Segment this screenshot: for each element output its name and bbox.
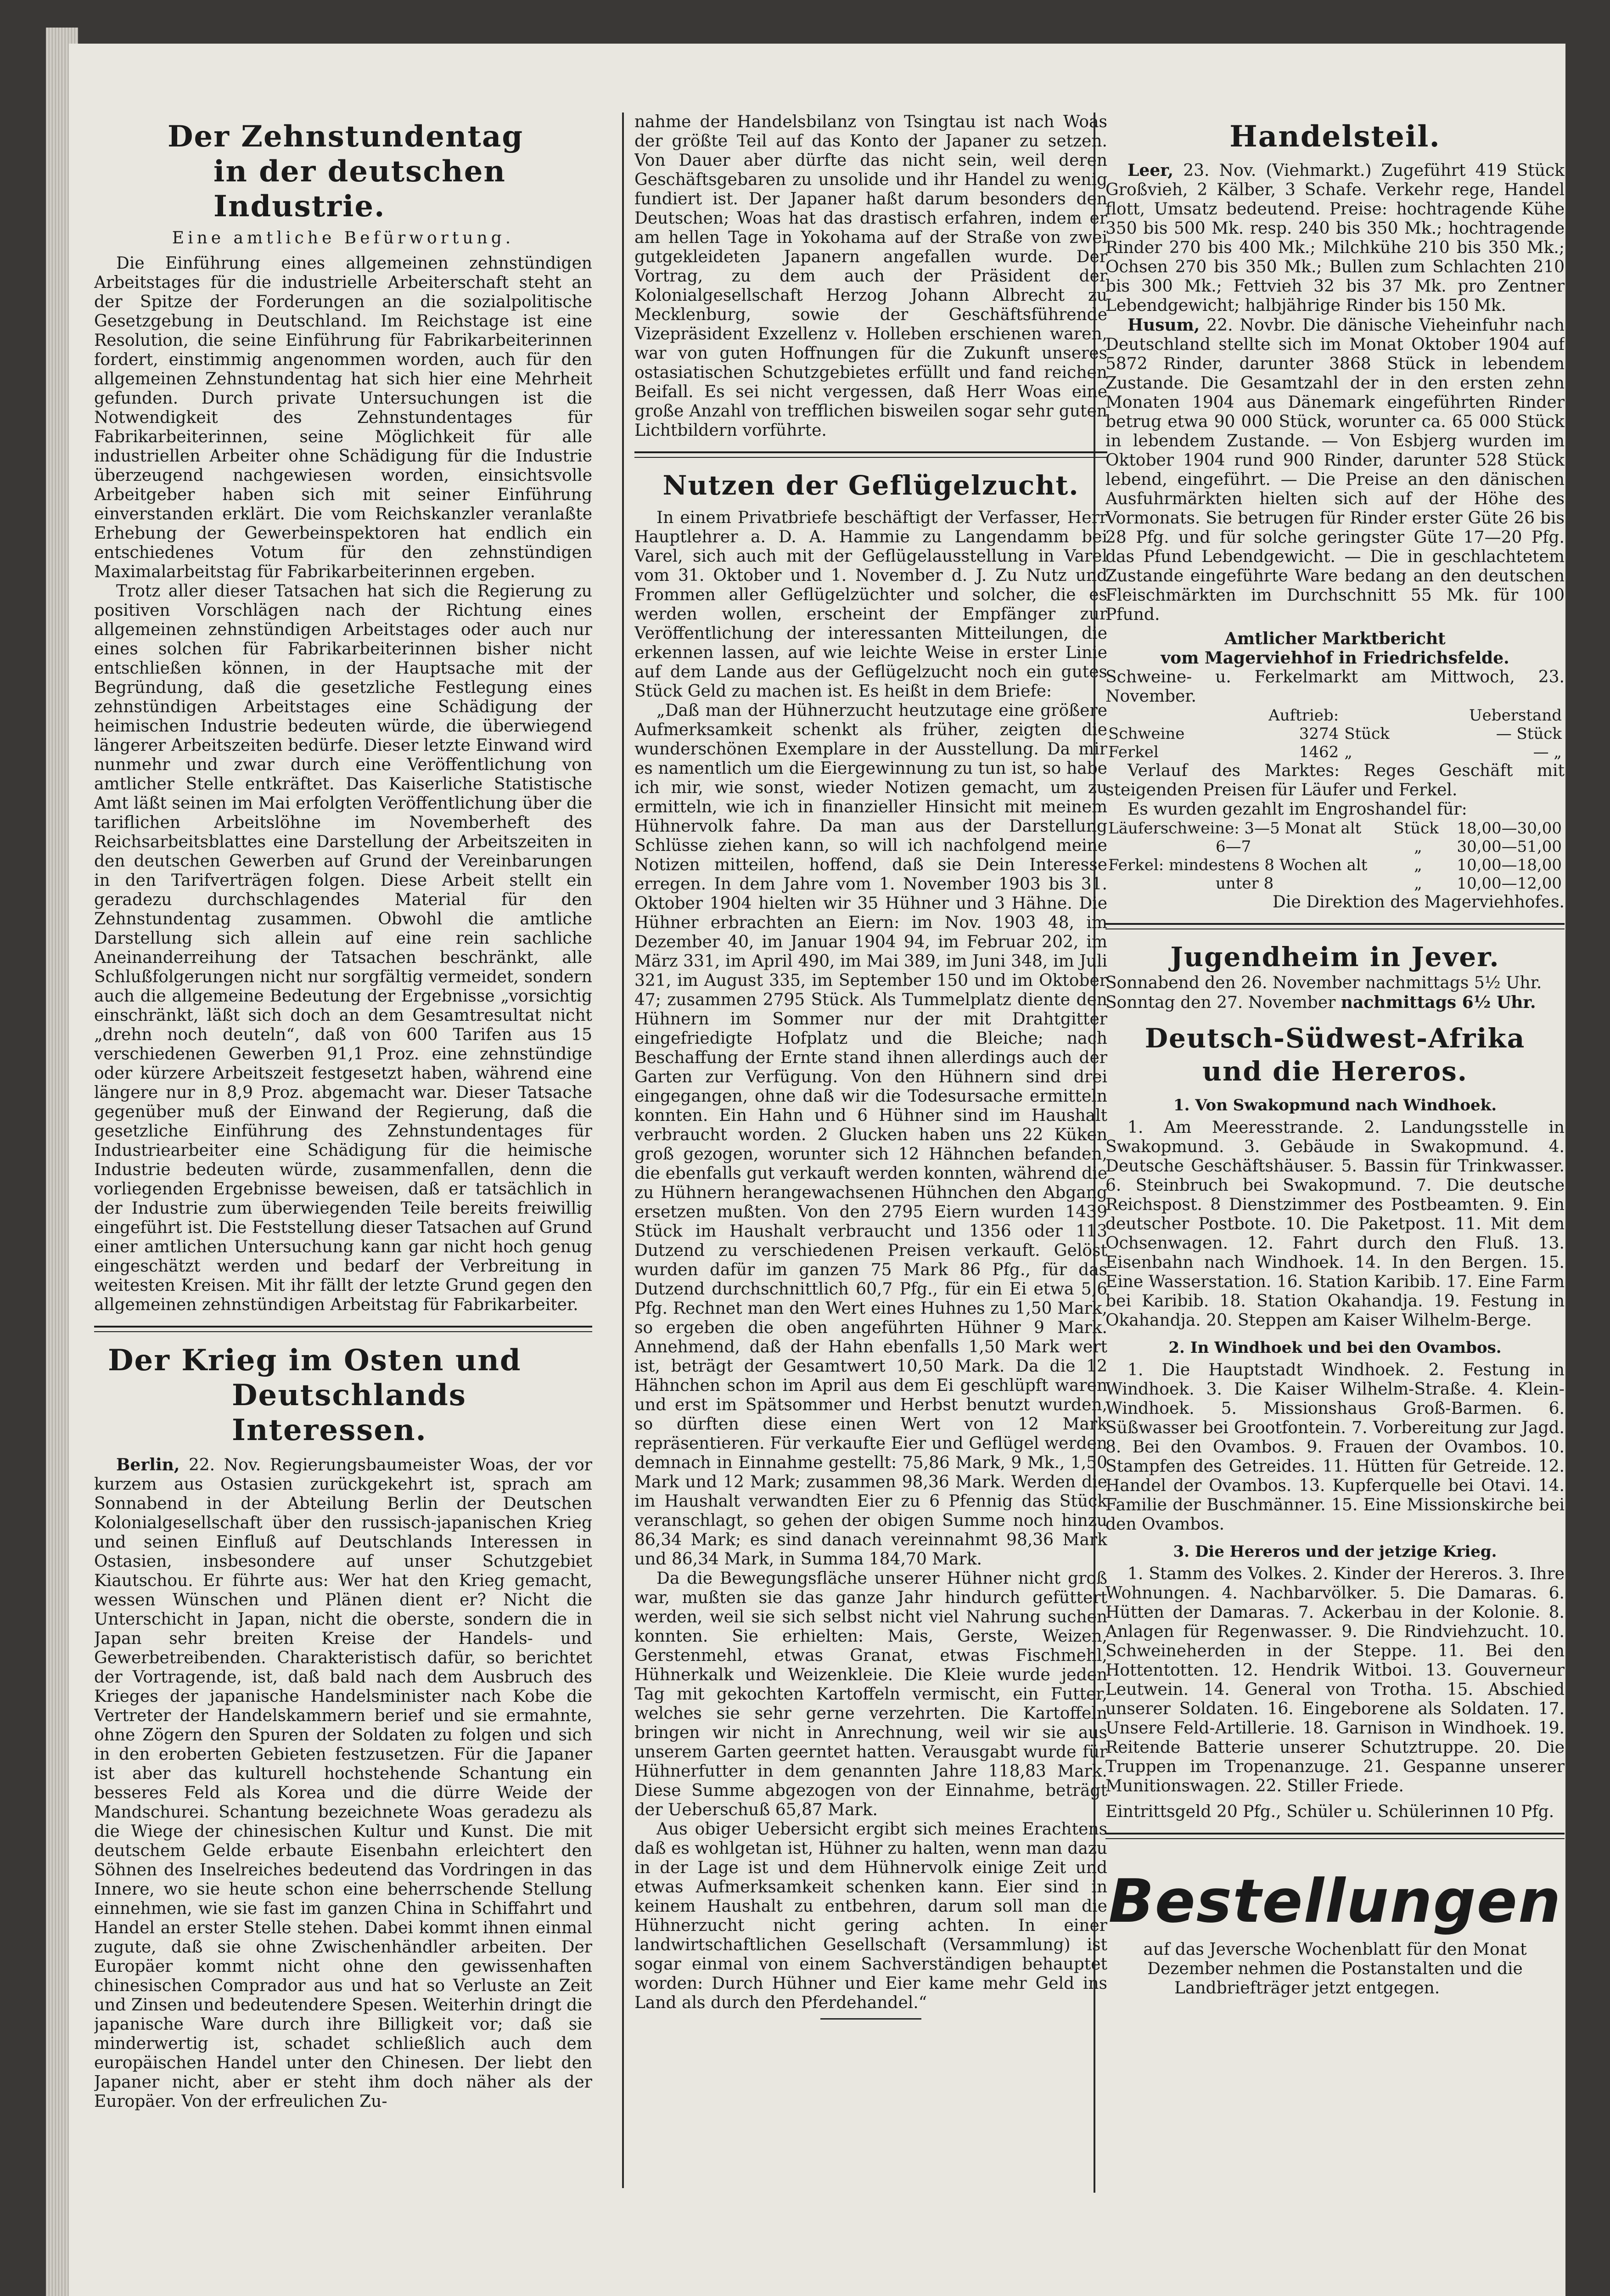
table-cell: Schweine — [1108, 725, 1185, 743]
notice-title: Jugendheim in Jever. — [1170, 941, 1500, 973]
table-cell: Stück — [1393, 819, 1439, 838]
subscription-text: auf das Jeversche Wochenblatt für den Monat — [1143, 1940, 1527, 1959]
table-cell: „ — [1414, 874, 1422, 893]
lecture-section-text: 1. Stamm des Volkes. 2. Kinder der Hereros. 3. Ihre Wohnungen. 4. Nachbarvölker. 5. Die Damaras. 6. Hütten der Damaras. 7. Ackerbau in der Kolonie. 8. Anlagen für Regenwasser. 9. Die Rindviehzucht. 10. Schweineherden in der Steppe. 11. Bei den Hottentotten. 12. Hendrik Witboi. 13. Gouverneur Leutwein. 14. General von Trotha. 15. Abschied unserer Soldaten. 16. Eingeborene als Soldaten. 17. Unsere Feld-Artillerie. 18. Garnison in Windhoek. 19. Reitende Batterie unserer Schutztruppe. 20. Die Truppen im Tropenanzuge. 21. Gespanne unserer Munitionswagen. 22. Stiller Friede. — [1105, 1564, 1565, 1795]
end-rule — [820, 2018, 921, 2020]
article-title-line-2: in der deutschen Industrie. — [213, 154, 506, 224]
table-cell: „ — [1414, 838, 1422, 856]
table-cell: „ — [1414, 856, 1422, 874]
lecture-section-heading: 3. Die Hereros und der jetzige Krieg. — [1173, 1542, 1497, 1561]
notice-text-bold: nachmittags 6½ Uhr. — [1341, 993, 1536, 1012]
lecture-section-heading: 2. In Windhoek und bei den Ovambos. — [1168, 1339, 1502, 1357]
section-divider — [1105, 1833, 1565, 1839]
table-cell: Ueberstand — [1469, 706, 1562, 725]
article-title-line-1: Der Krieg im Osten und — [108, 1343, 522, 1378]
section-divider — [94, 1326, 592, 1332]
column-3 — [1105, 119, 1565, 2232]
dateline: Leer, — [1128, 161, 1174, 180]
article-paragraph: nahme der Handelsbilanz von Tsingtau ist nach Woas der größte Teil auf das Konto der Japaner zu setzen. Von Dauer aber dürfte das nicht sein, weil deren Geschäftsgebaren zu unsolide und ihr Handel zu wenig fundiert ist. Der Japaner haßt darum besonders den Deutschen; Woas hat das drastisch erfahren, indem er am hellen Tage in Yokohama auf der Straße von zwei gutgekleideten Japanern angefallen wurde. Der Vortrag, zu dem auch der Präsident der Kolonialgesellschaft Herzog Johann Albrecht zu Mecklenburg, sowie der Geschäftsführende Vizepräsident Exzellenz v. Holleben erschienen waren, war von guten Hoffnungen für die Zukunft unseres ostasiatischen Schutzgebietes erfüllt und fand reichen Beifall. Es sei nicht vergessen, daß Herr Woas eine große Anzahl von trefflichen bisweilen sogar sehr guten Lichtbildern vorführte. — [634, 113, 1107, 440]
market-text: Verlauf des Marktes: Reges Geschäft mit steigenden Preisen für Läufer und Ferkel. — [1105, 761, 1565, 799]
section-divider — [1105, 923, 1565, 929]
section-title: Handelsteil. — [1229, 119, 1441, 154]
table-cell: Läuferschweine: 3—5 Monat alt — [1108, 819, 1362, 838]
article-paragraph: Die Einführung eines allgemeinen zehnstündigen Arbeitstages für die industrielle Arbeiterschaft steht an der Spitze der Forderungen an die sozialpolitische Gesetzgebung in Deutschland. Im Reichstage ist eine Resolution, die seine Einführung für Fabrikarbeiterinnen fordert, einstimmig angenommen worden, auch für den allgemeinen Zehnstundentag hat sich hier eine Mehrheit gefunden. Durch private Untersuchungen ist die Notwendigkeit des Zehnstundentages für Fabrikarbeiterinnen, seine Möglichkeit für alle industriellen Arbeiter ohne Schädigung für die Industrie überzeugend nachgewiesen worden, einsichtsvolle Arbeitgeber haben sich mit seiner Einführung einverstanden erklärt. Die vom Reichskanzler veranlaßte Erhebung der Gewerbeinspektoren hat endlich ein entschiedenes Votum für den zehnstündigen Maximalarbeitstag für Fabrikarbeiterinnen ergeben. — [94, 254, 592, 581]
table-cell: — Stück — [1496, 725, 1562, 743]
column-2 — [634, 113, 1107, 2225]
article-paragraph: Aus obiger Uebersicht ergibt sich meines Erachtens daß es wohlgetan ist, Hühner zu halten, wenn man dazu in der Lage ist und dem Hühnervolk einige Zeit und etwas Aufmerksamkeit schenken kann. Eier sind in keinem Haushalt zu entbehren, darum soll man die Hühnerzucht nicht gering achten. In einer landwirtschaftlichen Gesellschaft (Versammlung) ist sogar einmal von einem Sachverständigen behauptet worden: Durch Hühner und Eier kame mehr Geld ins Land als durch den Pferdehandel.“ — [634, 1820, 1107, 2012]
table-cell: Ferkel: mindestens 8 Wochen alt — [1108, 856, 1368, 874]
article-paragraph: 22. Nov. Regierungsbaumeister Woas, der vor kurzem aus Ostasien zurückgekehrt ist, sprach am Sonnabend in der Abteilung Berlin der Deutschen Kolonialgesellschaft über den russisch-japanischen Krieg und seinen Einfluß auf Deutschlands Interessen in Ostasien, insbesondere auf unser Schutzgebiet Kiautschou. Er führte aus: Wer hat den Krieg gemacht, wessen Wünschen und Plänen dient er? Nicht die Unterschicht in Japan, nicht die oberste, sondern die in Japan sehr breiten Kreise der Handels- und Gewerbetreibenden. Charakteristisch dafür, so berichtet der Vortragende, ist, daß bald nach dem Ausbruch des Krieges der japanische Handelsminister nach Kobe die Vertreter der Handelskammern berief und sie ermahnte, ohne Zögern den Spuren der Soldaten zu folgen und sich in den eroberten Gebieten festzusetzen. Für die Japaner ist aber das kulturell hochstehende Schantung ein besseres Feld als Korea und die dürre Weide der Mandschurei. Schantung bezeichnete Woas geradezu als die Wiege der chinesischen Kultur und Kunst. Die mit deutschem Gelde erbaute Eisenbahn erleichtert den Söhnen des Inselreiches bedeutend das Vordringen in das Innere, wo sie heute schon eine beherrschende Stellung einnehmen, wie sie fast im ganzen China in Schiffahrt und Handel an erster Stelle stehen. Dabei kommt ihnen einmal zugute, daß sie ohne Zwischenhändler arbeiten. Der Europäer kommt nicht ohne den gewissenhaften chinesischen Comprador aus und hat so Verluste an Zeit und Zinsen und bedeutendere Spesen. Weiterhin dringt die japanische Ware durch ihre Billigkeit vor; daß sie minderwertig ist, schadet schließlich auch dem europäischen Handel unter den Chinesen. Der liebt den Japaner nicht, aber er steht ihm doch näher als der Europäer. Von der erfreulichen Zu- — [94, 1456, 592, 2111]
market-report: 22. Novbr. Die dänische Vieheinfuhr nach Deutschland stellte sich im Monat Oktober 1904 auf 5872 Rinder, darunter 3868 Stück in lebendem Zustande. Die Gesamtzahl der in den ersten zehn Monaten 1904 aus Dänemark eingeführten Rinder betrug etwa 90 000 Stück, worunter ca. 65 000 Stück in lebendem Zustande. — Von Esbjerg wurden im Oktober 1904 rund 900 Rinder, darunter 528 Stück lebend, eingeführt. — Die Preise an den dänischen Ausfuhrmärkten hielten sich auf der Höhe des Vormonats. Sie betrugen für Rinder erster Güte 26 bis 28 Pfg. und für solche geringster Güte 17—20 Pfg. das Pfund Lebendgewicht. — Die in geschlachtetem Zustande eingeführte Ware bedang an den deutschen Fleischmärkten im Durchschnitt 55 Mk. für 100 Pfund. — [1105, 316, 1565, 624]
market-heading: Amtlicher Marktbericht — [1224, 629, 1446, 648]
newspaper-page — [69, 44, 1565, 2296]
table-cell: Auftrieb: — [1268, 706, 1339, 725]
article-paragraph: In einem Privatbriefe beschäftigt der Verfasser, Herr Hauptlehrer a. D. A. Hammie zu Langendamm bei Varel, sich auch mit der Geflügelausstellung in Varel vom 31. Oktober und 1. November d. J. Zu Nutz und Frommen aller Geflügelzüchter und solcher, die es werden wollen, erscheint der Empfänger zur Veröffentlichung der interessanten Mitteilungen, die erkennen lassen, auf wie leichte Weise in erster Linie auf dem Lande aus der Geflügelzucht noch ein gutes Stück Geld zu machen ist. Es heißt in dem Briefe: — [634, 508, 1107, 701]
lecture-section-heading: 1. Von Swakopmund nach Windhoek. — [1173, 1096, 1497, 1114]
subscription-headline: Bestellungen — [1108, 1866, 1562, 1936]
table-cell: Ferkel — [1108, 743, 1159, 761]
article-title: Nutzen der Geflügelzucht. — [662, 470, 1079, 501]
column-1 — [94, 119, 592, 2241]
column-rule-1 — [622, 113, 624, 2188]
article-title-line-2: Deutschlands Interessen. — [232, 1378, 466, 1447]
market-table — [1105, 706, 1565, 761]
article-paragraph: Da die Bewegungsfläche unserer Hühner nicht groß war, mußten sie das ganze Jahr hindurch gefüttert werden, weil sie sich selbst nicht viel Nahrung suchen konnten. Sie erhielten: Mais, Gerste, Weizen, Gerstenmehl, etwas Granat, etwas Fischmehl, Hühnerkalk und Weizenkleie. Die Kleie wurde jeden Tag mit gekochten Kartoffeln vermischt, ein Futter, welches sie sehr gerne verzehrten. Die Kartoffeln bringen wir nicht in Anrechnung, weil wir sie aus unserem Garten geerntet hatten. Verausgabt wurde für Hühnerfutter in dem genannten Jahre 118,83 Mark. Diese Summe abgezogen von der Einnahme, beträgt der Ueberschuß 65,87 Mark. — [634, 1569, 1107, 1819]
dateline: Berlin, — [116, 1455, 180, 1474]
market-text: Es wurden gezahlt im Engroshandel für: — [1128, 800, 1467, 819]
table-cell: 1462 — [1299, 743, 1339, 761]
market-intro: Schweine- u. Ferkelmarkt am Mittwoch, 23. November. — [1105, 668, 1565, 706]
dateline: Husum, — [1128, 315, 1200, 335]
table-cell: 6—7 — [1216, 838, 1251, 856]
lecture-title-line-2: und die Hereros. — [1202, 1056, 1468, 1087]
table-cell: 3274 — [1299, 725, 1339, 743]
notice-text: Sonntag den 27. November — [1105, 993, 1336, 1012]
table-cell: 30,00—51,00 — [1457, 838, 1562, 856]
market-heading: vom Magerviehhof in Friedrichsfelde. — [1161, 648, 1509, 668]
section-divider — [634, 451, 1107, 458]
entry-fee: Eintrittsgeld 20 Pfg., Schüler u. Schülerinnen 10 Pfg. — [1105, 1802, 1554, 1821]
subscription-text: Dezember nehmen die Postanstalten und die — [1147, 1959, 1523, 1978]
notice-text: Sonnabend den 26. November nachmittags 5½ Uhr. — [1105, 974, 1542, 992]
price-table — [1105, 819, 1565, 893]
article-subtitle: Eine amtliche Befürwortung. — [172, 229, 515, 248]
table-cell: — „ — [1533, 743, 1562, 761]
lecture-section-text: 1. Die Hauptstadt Windhoek. 2. Festung in Windhoek. 3. Die Kaiser Wilhelm-Straße. 4. Klein-Windhoek. 5. Missionshaus Groß-Barmen. 6. Süßwasser bei Grootfontein. 7. Vorbereitung zur Jagd. 8. Bei den Ovambos. 9. Frauen der Ovambos. 10. Stampfen des Getreides. 11. Hütten für Getreide. 12. Handel der Ovambos. 13. Kupferquelle bei Otavi. 14. Familie der Buschmänner. 15. Eine Missionskirche bei den Ovambos. — [1105, 1361, 1565, 1534]
subscription-text: Landbriefträger jetzt entgegen. — [1174, 1979, 1440, 1998]
lecture-title-line-1: Deutsch-Südwest-Afrika — [1144, 1023, 1526, 1054]
table-cell: „ — [1344, 743, 1352, 761]
market-signature: Die Direktion des Magerviehhofes. — [1272, 893, 1565, 912]
article-paragraph: Trotz aller dieser Tatsachen hat sich die Regierung zu positiven Vorschlägen nach der Richtung eines allgemeinen zehnstündigen Arbeitstages oder auch nur eines solchen für Fabrikarbeiterinnen bisher nicht entschließen können, in der Hauptsache mit der Begründung, daß die gesetzliche Festlegung eines zehnstündigen Arbeitstages eine Schädigung der heimischen Industrie bedeuten würde, die überwiegend längerer Arbeitszeiten bedürfe. Dieser letzte Einwand wird nunmehr und zwar durch eine Veröffentlichung von amtlicher Stelle entkräftet. Das Kaiserliche Statistische Amt läßt seinen im Mai erfolgten Veröffentlichung über die tariflichen Arbeitslöhne im Novemberheft des Reichsarbeitsblattes eine Darstellung der Arbeitszeiten in den deutschen Gewerben auf Grund der Vereinbarungen in den Tarifverträgen folgen. Diese Arbeit stellt ein geradezu durchschlagendes Material für den Zehnstundentag zusammen. Obwohl die amtliche Darstellung sich allein auf eine rein sachliche Aneinanderreihung der Tatsachen beschränkt, alle Schlußfolgerungen nicht nur sorgfältig vermeidet, sondern auch die allgemeine Bedeutung der Ergebnisse „vorsichtig einschränkt, läßt sich doch an dem Gesamtresultat nicht „drehn noch deuteln“, daß von 600 Tarifen aus 15 verschiedenen Gewerben 91,1 Proz. eine zehnstündige oder kürzere Arbeitszeit festgesetzt haben, während eine längere nur in 8,9 Proz. abgemacht war. Dieser Tatsache gegenüber muß der Einwand der Regierung, daß die gesetzliche Einführung des Zehnstundentages für Industriearbeiter eine Schädigung für die heimische Industrie bedeuten würde, zusammenfallen, denn die vorliegenden Ergebnisse beweisen, daß er tatsächlich in der Industrie zum überwiegenden Teile bereits freiwillig eingeführt ist. Die Feststellung dieser Tatsachen auf Grund einer amtlichen Untersuchung kann gar nicht hoch genug eingeschätzt werden und bedarf der Verbreitung in weitesten Kreisen. Mit ihr fällt der letzte Grund gegen den allgemeinen zehnstündigen Arbeitstag für Fabrikarbeiter. — [94, 582, 592, 1314]
table-cell: Stück — [1344, 725, 1390, 743]
article-paragraph: „Daß man der Hühnerzucht heutzutage eine größere Aufmerksamkeit schenkt als früher, zeigten die wunderschönen Exemplare in der Ausstellung. Da mir es namentlich um die Eiergewinnung zu tun ist, so habe ich mir, wie sonst, wieder Notizen gemacht, um zu ermitteln, wie ich in finanzieller Hinsicht mit meinem Hühnervolk fahre. Da man aus der Darstellung Schlüsse ziehen kann, so will ich nachfolgend meine Notizen mitteilen, hoffend, daß sie Dein Interesse erregen. In dem Jahre vom 1. November 1903 bis 31. Oktober 1904 hielten wir 35 Hühner und 3 Hähne. Die Hühner erbrachten an Eiern: im Nov. 1903 48, im Dezember 40, im Januar 1904 94, im Februar 202, im März 331, im April 490, im Mai 389, im Juni 348, im Juli 321, im August 335, im September 150 und im Oktober 47; zusammen 2795 Stück. Als Tummelplatz diente den Hühnern im Sommer nur der mit Drahtgitter eingefriedigte Hofplatz und die Bleiche; nach Beschaffung der Ernte stand ihnen allerdings auch der Garten zur Verfügung. Von den Hühnern sind drei eingegangen, ohne daß wir die Todesursache ermitteln konnten. Ein Hahn und 6 Hühner sind im Haushalt verbraucht worden. 2 Glucken haben uns 22 Küken groß gezogen, worunter sich 12 Hähnchen befanden, die ebenfalls gut verkauft werden konnten, während die zu Hühnern herangewachsenen Hühnchen den Abgang ersetzen mußten. Von den 2795 Eiern wurden 1439 Stück im Haushalt verbraucht und 1356 oder 113 Dutzend zu verschiedenen Preisen verkauft. Gelöst wurden dafür im ganzen 75 Mark 86 Pfg., für das Dutzend durchschnittlich 60,7 Pfg., für ein Ei etwa 5,6 Pfg. Rechnet man den Wert eines Huhnes zu 1,50 Mark, so ergeben die oben angeführten Hühner 9 Mark. Annehmend, daß der Hahn ebenfalls 1,50 Mark wert ist, beträgt der Gesamtwert 10,50 Mark. Da die 12 Hähnchen schon im April aus dem Ei geschlüpft waren und erst im Spätsommer und Herbst benutzt wurden, so dürften diese einen Wert von 12 Mark repräsentieren. Für verkaufte Eier und Geflügel werden demnach in Einnahme gestellt: 75,86 Mark, 9 Mk., 1,50 Mark und 12 Mark; zusammen 98,36 Mark. Werden die im Haushalt verwandten Eier zu 6 Pfennig das Stück veranschlagt, so gehen der obigen Summe noch hinzu 86,34 Mark; es sind danach vereinnahmt 98,36 Mark und 86,34 Mark, in Summa 184,70 Mark. — [634, 701, 1107, 1569]
table-cell: 18,00—30,00 — [1457, 819, 1562, 838]
table-cell: 10,00—18,00 — [1457, 856, 1562, 874]
market-report: 23. Nov. (Viehmarkt.) Zugeführt 419 Stück Großvieh, 2 Kälber, 3 Schafe. Verkehr rege, Handel flott, Umsatz bedeutend. Preise: hochtragende Kühe 350 bis 500 Mk. resp. 240 bis 350 Mk.; hochtragende Rinder 270 bis 400 Mk.; Milchkühe 210 bis 350 Mk.; Ochsen 270 bis 350 Mk.; Bullen zum Schlachten 210 bis 300 Mk.; Fettvieh 32 bis 37 Mk. pro Zentner Lebendgewicht; halbjährige Rinder bis 150 Mk. — [1105, 161, 1565, 315]
table-cell: unter 8 — [1216, 874, 1274, 893]
lecture-section-text: 1. Am Meeresstrande. 2. Landungsstelle in Swakopmund. 3. Gebäude in Swakopmund. 4. Deutsche Geschäftshäuser. 5. Bassin für Trinkwasser. 6. Steinbruch bei Swakopmund. 7. Die deutsche Reichspost. 8 Dienstzimmer des Postbeamten. 9. Ein deutscher Postbote. 10. Die Paketpost. 11. Mit dem Ochsenwagen. 12. Fahrt durch den Fluß. 13. Eisenbahn nach Windhoek. 14. In den Bergen. 15. Eine Wasserstation. 16. Station Karibib. 17. Eine Farm bei Karibib. 18. Station Okahandja. 19. Festung in Okahandja. 20. Steppen am Kaiser Wilhelm-Berge. — [1105, 1118, 1565, 1330]
article-title-line-1: Der Zehnstundentag — [168, 119, 524, 154]
table-cell: 10,00—12,00 — [1457, 874, 1562, 893]
